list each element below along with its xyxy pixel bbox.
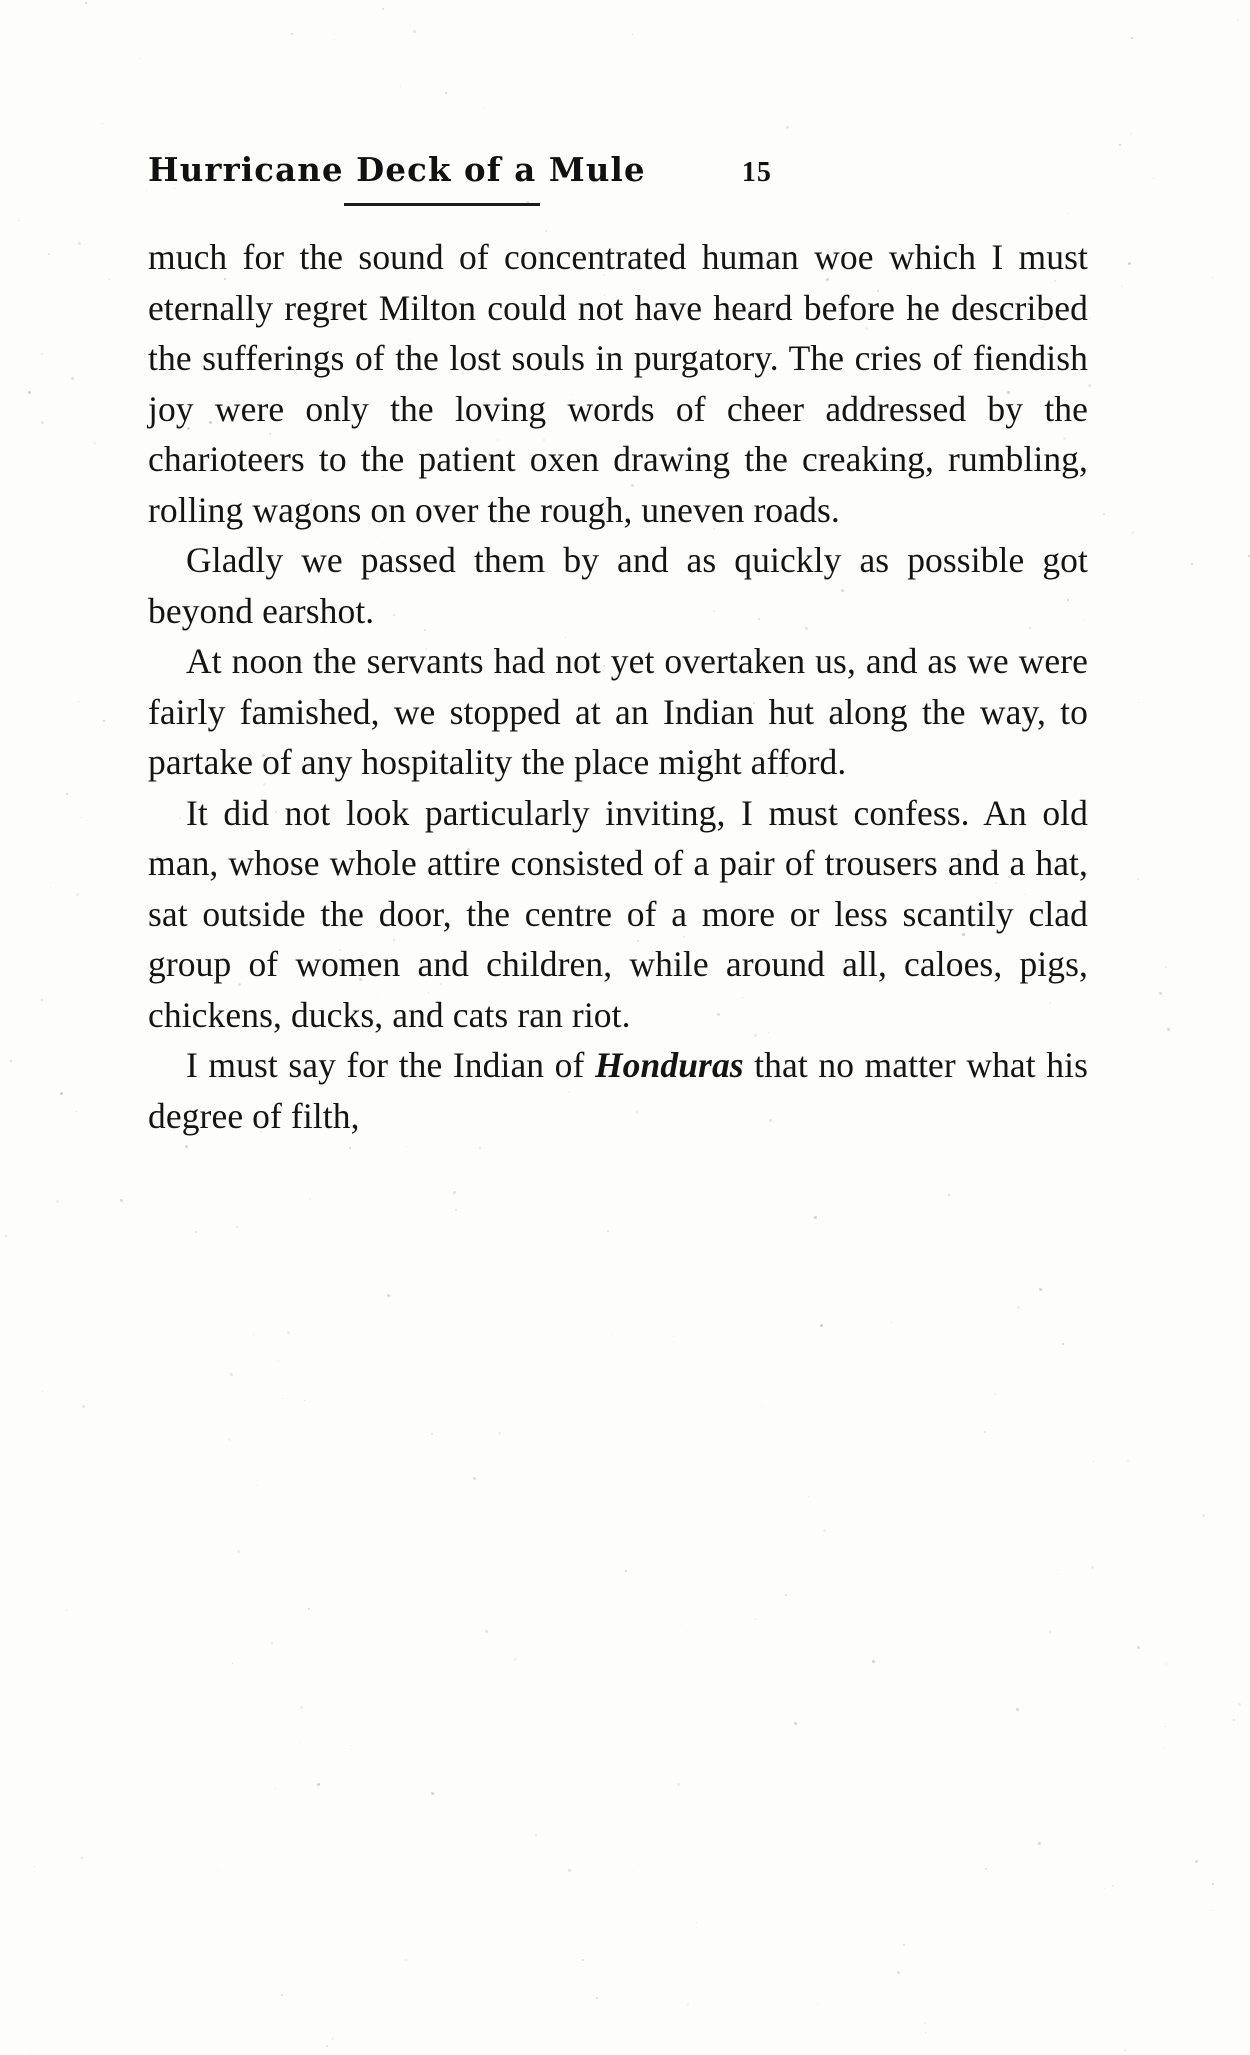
- running-head: [148, 150, 1088, 189]
- page-content: [148, 150, 1088, 1141]
- paragraph: Gladly we passed them by and as quickly as possible got beyond earshot.: [148, 540, 1088, 631]
- paragraph-text-before: I must say for the Indian of: [186, 1045, 595, 1085]
- header-rule: [344, 203, 540, 206]
- paragraph-with-italic: [148, 1040, 1088, 1141]
- paragraph: It did not look particularly inviting, I must confess. An old man, whose whole attire consisted of a pair of trousers and a hat, sat outside the door, the centre of a more or less scantily clad group of women and children, while around all, caloes, pigs, chickens, ducks, and cats ran riot.: [148, 792, 1088, 1035]
- body-text: [148, 232, 1088, 1141]
- paragraph: At noon the servants had not yet overtaken us, and as we were fairly famished, we stopped at an Indian hut along the way, to partake of any hospitality the place might afford.: [148, 641, 1088, 782]
- paragraph-text-after: that no matter what his degree of filth,: [148, 1045, 1088, 1136]
- italic-place-name: Honduras: [594, 1045, 744, 1085]
- running-head-title: Hurricane Deck of a Mule: [148, 150, 646, 189]
- paragraph: much for the sound of concentrated human woe which I must eternally regret Milton could not have heard before he described the sufferings of the lost souls in purgatory. The cries of fiendish joy were only the loving words of cheer addressed by the charioteers to the patient oxen drawing the creaking, rumbling, rolling wagons on over the rough, uneven roads.: [148, 237, 1088, 530]
- page-number: 15: [741, 157, 772, 188]
